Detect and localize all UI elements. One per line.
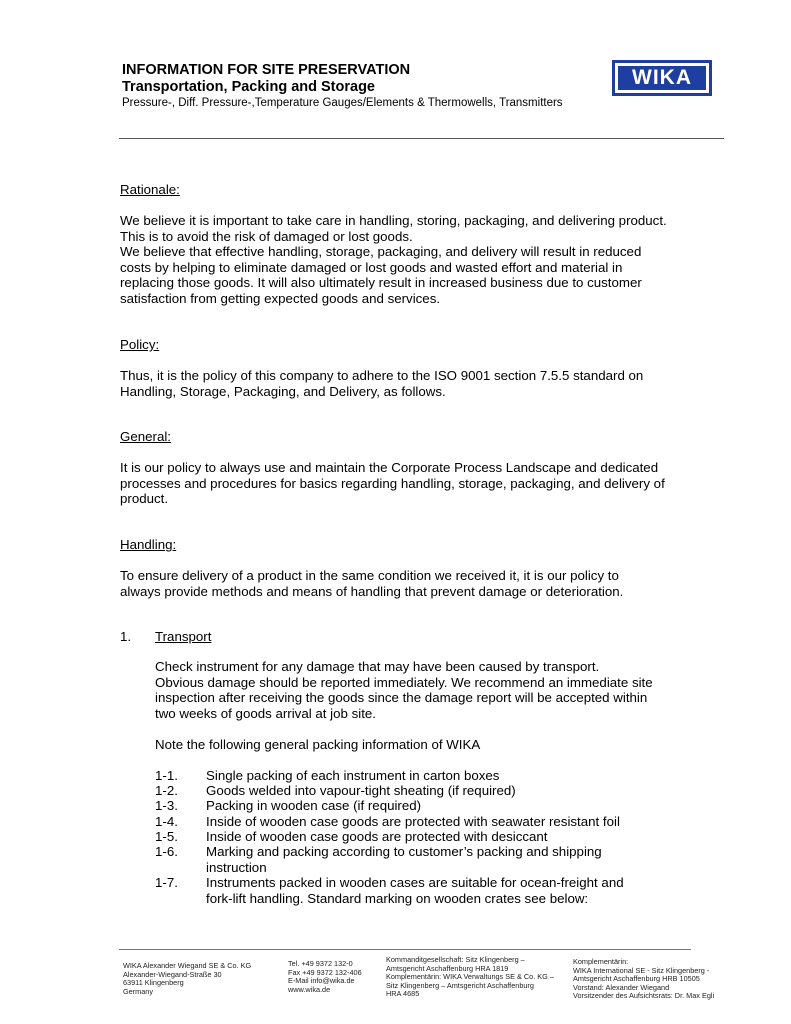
- list-item-number: 1-2.: [155, 783, 178, 798]
- text-line: processes and procedures for basics regarding handling, storage, packaging, and delivery of: [120, 475, 665, 491]
- footer-line: Komplementärin:: [573, 957, 629, 966]
- text-line: always provide methods and means of handling that prevent damage or deterioration.: [120, 583, 624, 599]
- text-line: Thus, it is the policy of this company to adhere to the ISO 9001 section 7.5.5 standard on: [120, 368, 644, 383]
- footer-line: HRA 4685: [386, 989, 420, 999]
- policy-paragraph: [120, 368, 690, 399]
- list-item-text: Inside of wooden case goods are protected with desiccant: [206, 829, 548, 844]
- footer-divider: [119, 949, 691, 950]
- document-scope: Pressure-, Diff. Pressure-,Temperature Gauges/Elements & Thermowells, Transmitters: [122, 97, 563, 109]
- general-heading: General:: [120, 429, 171, 444]
- transport-heading: Transport: [155, 629, 212, 644]
- rationale-paragraph: [120, 213, 690, 307]
- list-item-text: [206, 875, 676, 906]
- footer-company: [123, 962, 283, 996]
- footer-line: Sitz Klingenberg – Amtsgericht Aschaffenburg: [386, 980, 534, 990]
- header-divider: [119, 138, 724, 139]
- text-line: two weeks of goods arrival at job site.: [155, 705, 376, 721]
- transport-paragraph: [155, 659, 665, 721]
- text-line: inspection after receiving the goods since the damage report will be accepted within: [155, 690, 648, 706]
- text-line: Check instrument for any damage that may have been caused by transport.: [155, 659, 600, 674]
- list-item-text: Inside of wooden case goods are protected with seawater resistant foil: [206, 814, 620, 829]
- text-line: Instruments packed in wooden cases are suitable for ocean-freight and: [206, 875, 624, 890]
- footer-line: Alexander-Wiegand-Straße 30: [123, 969, 222, 979]
- list-item-number: 1-1.: [155, 768, 178, 783]
- list-item: [155, 875, 675, 907]
- logo-text: WIKA: [618, 66, 706, 90]
- footer-line: WIKA International SE - Sitz Klingenberg -: [573, 965, 710, 975]
- general-paragraph: [120, 460, 690, 507]
- text-line: Handling, Storage, Packaging, and Delivery, as follows.: [120, 383, 446, 399]
- footer-contact: [288, 960, 380, 994]
- list-item-text: [206, 844, 676, 875]
- document-subtitle: Transportation, Packing and Storage: [122, 79, 375, 95]
- footer-line: www.wika.de: [288, 984, 331, 994]
- rationale-heading: Rationale:: [120, 182, 180, 197]
- text-line: costs by helping to eliminate damaged or lost goods and wasted effort and material in: [120, 259, 623, 275]
- list-item-number: 1-5.: [155, 829, 178, 844]
- list-item-text: Packing in wooden case (if required): [206, 798, 422, 813]
- list-item-number: 1-4.: [155, 814, 178, 829]
- footer-line: Kommanditgesellschaft: Sitz Klingenberg –: [386, 955, 525, 964]
- text-line: fork-lift handling. Standard marking on wooden crates see below:: [206, 890, 589, 906]
- text-line: product.: [120, 491, 169, 507]
- footer-line: WIKA Alexander Wiegand SE & Co. KG: [123, 961, 252, 970]
- footer-line: Amtsgericht Aschaffenburg HRA 1819: [386, 963, 509, 973]
- footer-line: Vorsitzender des Aufsichtsrats: Dr. Max Egli: [573, 991, 715, 1001]
- footer-line: Fax +49 9372 132-406: [288, 967, 362, 977]
- text-line: This is to avoid the risk of damaged or lost goods.: [120, 228, 413, 244]
- list-item-number: 1-6.: [155, 844, 178, 859]
- text-line: We believe that effective handling, storage, packaging, and delivery will result in reduced: [120, 244, 642, 260]
- text-line: It is our policy to always use and maintain the Corporate Process Landscape and dedicated: [120, 460, 659, 475]
- list-item-text: Single packing of each instrument in carton boxes: [206, 768, 500, 783]
- footer-registration: [386, 956, 566, 999]
- text-line: We believe it is important to take care in handling, storing, packaging, and delivering product.: [120, 213, 667, 228]
- footer-line: 63911 Klingenberg: [123, 978, 184, 988]
- list-item-number: 1-3.: [155, 798, 178, 813]
- packing-note: Note the following general packing information of WIKA: [155, 737, 481, 752]
- text-line: Marking and packing according to customer’s packing and shipping: [206, 844, 602, 859]
- footer-line: Komplementärin: WIKA Verwaltungs SE & Co. KG –: [386, 972, 554, 982]
- list-item: [155, 844, 675, 876]
- text-line: Obvious damage should be reported immediately. We recommend an immediate site: [155, 674, 653, 690]
- footer-board: [573, 958, 748, 1001]
- handling-heading: Handling:: [120, 537, 177, 552]
- footer-line: Germany: [123, 986, 154, 996]
- list-item-text: Goods welded into vapour-tight sheating (if required): [206, 783, 516, 798]
- transport-number: 1.: [120, 629, 132, 644]
- footer-line: Amtsgericht Aschaffenburg HRB 10505: [573, 974, 700, 984]
- footer-line: Vorstand: Alexander Wiegand: [573, 982, 670, 992]
- wika-logo: [612, 60, 712, 96]
- footer-line: E-Mail info@wika.de: [288, 976, 355, 986]
- text-line: To ensure delivery of a product in the same condition we received it, it is our policy to: [120, 568, 619, 583]
- handling-paragraph: [120, 568, 690, 599]
- text-line: replacing those goods. It will also ultimately result in increased business due to customer: [120, 275, 642, 291]
- footer-line: Tel. +49 9372 132-0: [288, 959, 353, 968]
- text-line: instruction: [206, 859, 267, 875]
- policy-heading: Policy:: [120, 337, 160, 352]
- list-item-number: 1-7.: [155, 875, 178, 890]
- text-line: satisfaction from getting expected goods and services.: [120, 290, 441, 306]
- document-title: INFORMATION FOR SITE PRESERVATION: [122, 62, 411, 78]
